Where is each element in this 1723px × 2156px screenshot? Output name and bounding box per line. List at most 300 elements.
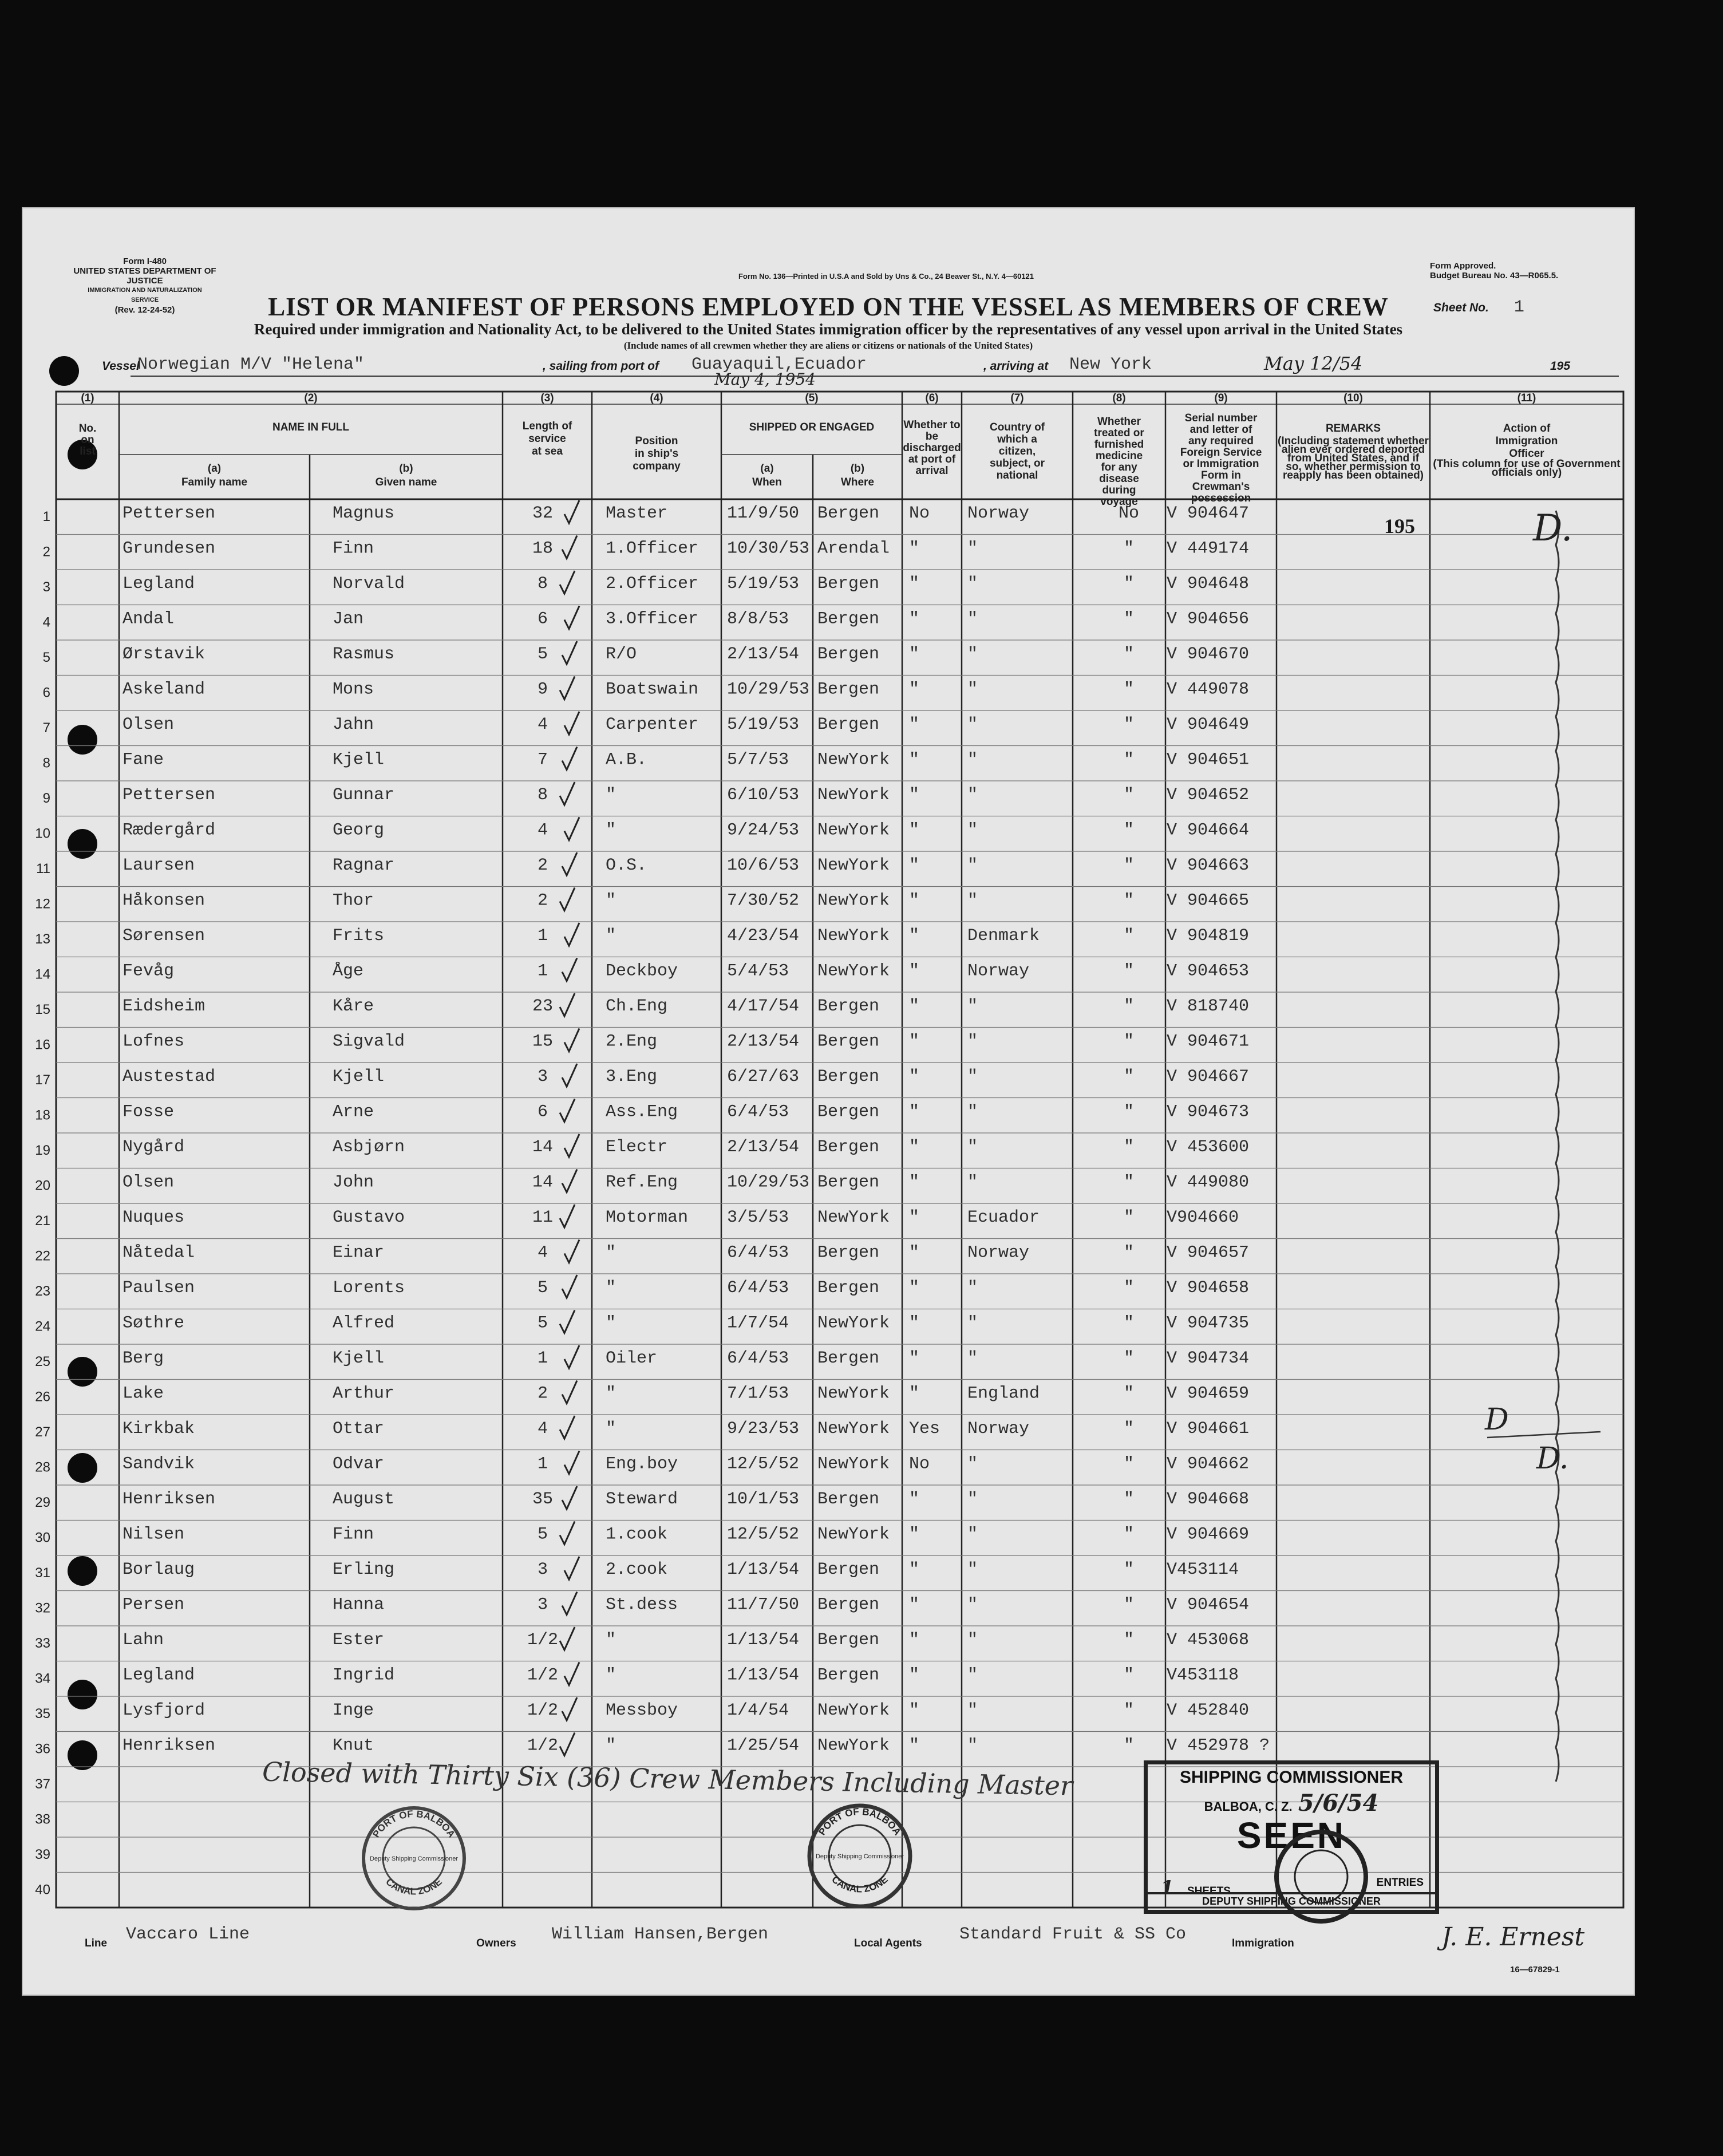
where-cell: Bergen [817,574,880,594]
svg-text:PORT OF BALBOA [816,1806,903,1837]
row-number: 31 [35,1565,50,1581]
when-cell: 1/13/54 [727,1630,800,1650]
serial-cell: V 904657 [1167,1243,1250,1263]
discharged-cell: " [909,1032,920,1052]
given-name-cell: Arne [333,1102,374,1122]
table-row [43,751,1249,771]
serial-cell: V 904649 [1167,715,1250,735]
given-name-cell: Ragnar [333,856,395,875]
country-cell: " [967,1138,978,1157]
service-cell: 2 [537,1384,548,1404]
given-name-cell: Frits [333,926,385,946]
family-name-cell: Berg [122,1349,164,1368]
check-mark [562,1592,577,1615]
discharged-cell: " [909,1278,920,1298]
year-label: 195 [1550,360,1571,373]
position-cell: " [606,1419,617,1439]
discharged-cell: " [909,645,920,664]
agents-label: Local Agents [854,1937,922,1949]
family-name-cell: Legland [122,574,195,594]
serial-cell: V 904670 [1167,645,1250,664]
position-cell: 2.Eng [606,1032,658,1052]
table-row [35,1067,1249,1088]
where-cell: NewYork [817,1419,890,1439]
where-cell: Bergen [817,1102,880,1122]
sheet-number: 1 [1513,298,1524,317]
row-number: 21 [35,1213,50,1229]
col-header-service: Length of service at sea [522,420,572,457]
treated-cell: " [1123,1736,1135,1756]
family-name-cell: Lofnes [122,1032,185,1052]
given-name-cell: Hanna [333,1595,385,1615]
col-header-discharged: Whether to be discharged at port of arrival [903,419,961,477]
discharged-cell: " [909,820,920,840]
when-cell: 7/30/52 [727,891,800,911]
given-name-cell: Gustavo [333,1208,405,1227]
form-code: 16—67829-1 [1510,1965,1560,1975]
check-mark [562,747,577,770]
port-stamp-mid-text: Deputy Shipping Commissioner [369,1855,459,1862]
when-cell: 6/4/53 [727,1278,789,1298]
when-cell: 6/4/53 [727,1102,789,1122]
when-cell: 4/17/54 [727,997,800,1016]
country-cell: Norway [967,1419,1030,1439]
family-name-cell: Olsen [122,1172,175,1192]
handwritten-marks [560,500,1601,1782]
treated-cell: " [1123,1384,1135,1404]
row-number: 35 [35,1706,50,1721]
family-name-cell: Askeland [122,680,206,700]
country-cell: Denmark [967,926,1040,946]
when-cell: 1/25/54 [727,1736,800,1756]
stamp-entries-label: ENTRIES [1376,1877,1424,1889]
position-cell: " [606,1384,617,1404]
check-mark [564,606,579,629]
position-cell: " [606,785,617,805]
when-cell: 3/5/53 [727,1208,789,1227]
where-cell: NewYork [817,1525,890,1545]
line-value: Vaccaro Line [126,1925,250,1944]
where-cell: NewYork [817,1208,890,1227]
where-cell: Bergen [817,1595,880,1615]
check-mark [562,1697,577,1720]
when-cell: 9/23/53 [727,1419,800,1439]
where-cell: NewYork [817,1736,890,1756]
serial-cell: V 453600 [1167,1138,1250,1157]
serial-cell: V 452978 ? [1167,1736,1270,1756]
country-cell: " [967,1172,978,1192]
row-number: 2 [42,544,50,560]
check-mark [564,923,579,946]
treated-cell: " [1123,1701,1135,1720]
where-cell: Bergen [817,1630,880,1650]
given-name-cell: Alfred [333,1313,395,1333]
discharged-cell: " [909,750,920,770]
treated-cell: No [1118,504,1140,523]
row-number: 32 [35,1600,50,1616]
where-cell: NewYork [817,785,890,805]
when-cell: 6/27/63 [727,1067,800,1087]
row-number: 12 [35,896,50,912]
given-name-cell: Inge [333,1701,374,1720]
col-header-where: (b) Where [840,463,875,488]
check-mark [560,1416,575,1439]
discharged-cell: " [909,891,920,911]
table-row [35,891,1249,912]
family-name-cell: Persen [122,1595,185,1615]
col-header-position: Position in ship's company [633,435,681,472]
row-number: 37 [35,1776,50,1792]
serial-cell: V 904734 [1167,1349,1250,1368]
when-cell: 5/4/53 [727,961,789,981]
serial-cell: V 904668 [1167,1490,1250,1509]
table-row [35,1208,1239,1229]
column-number: (5) [805,392,819,404]
check-mark [564,1134,579,1157]
given-name-cell: Lorents [333,1278,405,1298]
when-cell: 2/13/54 [727,1032,800,1052]
where-cell: Arendal [817,539,890,559]
treated-cell: " [1123,1067,1135,1087]
service-cell: 3 [537,1560,548,1580]
country-cell: Ecuador [967,1208,1040,1227]
country-cell: Norway [967,961,1030,981]
department-name: UNITED STATES DEPARTMENT OF JUSTICE [73,266,216,286]
treated-cell: " [1123,785,1135,805]
where-cell: Bergen [817,1067,880,1087]
position-cell: Master [606,504,668,523]
position-cell: Ref.Eng [606,1172,678,1192]
col-header-given-name: (b) Given name [375,463,437,488]
when-cell: 10/29/53 [727,1172,810,1192]
treated-cell: " [1123,1630,1135,1650]
family-name-cell: Fane [122,750,164,770]
position-cell: Carpenter [606,715,699,735]
country-cell: " [967,1595,978,1615]
where-cell: NewYork [817,820,890,840]
where-cell: Bergen [817,715,880,735]
where-cell: Bergen [817,1032,880,1052]
service-cell: 1 [537,1349,548,1368]
discharged-cell: " [909,997,920,1016]
column-number: (9) [1214,392,1228,404]
where-cell: NewYork [817,1701,890,1720]
discharged-cell: " [909,1313,920,1333]
service-cell: 1 [537,961,548,981]
column-number: (8) [1112,392,1126,404]
given-name-cell: Mons [333,680,374,700]
where-cell: NewYork [817,750,890,770]
position-cell: Steward [606,1490,678,1509]
serial-cell: V 904669 [1167,1525,1250,1545]
when-cell: 5/19/53 [727,715,800,735]
country-cell: " [967,1349,978,1368]
serial-cell: V 904648 [1167,574,1250,594]
port-stamp-top-text: PORT OF BALBOA [816,1806,903,1838]
immigration-signature: J. E. Ernest [1441,1922,1585,1952]
service-cell: 8 [537,785,548,805]
check-mark [564,1557,579,1580]
position-cell: Ch.Eng [606,997,668,1016]
given-name-cell: Finn [333,1525,374,1545]
col-header-action: Action of Immigration Officer [1495,422,1558,460]
given-name-cell: August [333,1490,395,1509]
country-cell: " [967,1490,978,1509]
check-mark [560,1205,575,1227]
family-name-cell: Nygård [122,1138,185,1157]
manifest-sheet [22,207,1635,1996]
table-row [35,1349,1249,1369]
table-row [35,1882,50,1898]
table-row [35,1243,1249,1264]
row-number: 22 [35,1248,50,1264]
treated-cell: " [1123,645,1135,664]
position-cell: Deckboy [606,961,678,981]
table-row [43,680,1249,701]
row-number: 13 [35,931,50,947]
given-name-cell: Magnus [333,504,395,523]
service-cell: 14 [532,1138,554,1157]
discharged-cell: " [909,785,920,805]
family-name-cell: Lysfjord [122,1701,206,1720]
crew-table [22,207,1635,1996]
vessel-name: Norwegian M/V "Helena" [137,355,365,374]
position-cell: 3.Eng [606,1067,658,1087]
serial-cell: V 449080 [1167,1172,1250,1192]
discharged-cell: " [909,680,920,700]
country-cell: " [967,1701,978,1720]
page-title: LIST OR MANIFEST OF PERSONS EMPLOYED ON THE VESSEL AS MEMBERS OF CREW [268,293,1389,321]
table-row [36,856,1249,876]
country-cell: " [967,785,978,805]
when-cell: 6/10/53 [727,785,800,805]
port-stamp-left [357,1801,471,1916]
treated-cell: " [1123,1454,1135,1474]
country-cell: " [967,1454,978,1474]
row-number: 4 [42,614,50,630]
when-cell: 12/5/52 [727,1525,800,1545]
discharged-cell: " [909,539,920,559]
position-cell: Oiler [606,1349,658,1368]
when-cell: 1/7/54 [727,1313,789,1333]
row-number: 39 [35,1847,50,1862]
given-name-cell: Asbjørn [333,1138,405,1157]
discharged-cell: " [909,1490,920,1509]
discharged-cell: " [909,715,920,735]
stamp-footer: DEPUTY SHIPPING COMMISSIONER [1148,1892,1435,1908]
where-cell: Bergen [817,1490,880,1509]
table-row [35,1736,1270,1757]
serial-cell: V 904819 [1167,926,1250,946]
given-name-cell: Jan [333,609,364,629]
table-row [43,715,1249,736]
service-cell: 1/2 [527,1630,559,1650]
check-mark [564,1029,579,1052]
position-cell: Motorman [606,1208,689,1227]
where-cell: Bergen [817,1349,880,1368]
family-name-cell: Håkonsen [122,891,206,911]
where-cell: Bergen [817,997,880,1016]
service-cell: 23 [532,997,554,1016]
table-row [35,1701,1249,1721]
check-mark [560,1627,575,1650]
serial-cell: V 449078 [1167,680,1250,700]
crew-note: (Include names of all crewmen whether they are aliens or citizens or nationals of the United States) [623,340,1033,351]
service-cell: 8 [537,574,548,594]
row-number: 36 [35,1741,50,1757]
treated-cell: " [1123,1665,1135,1685]
table-row [35,1490,1249,1510]
vessel-label: Vessel [102,360,140,373]
serial-cell: V 904653 [1167,961,1250,981]
given-name-cell: Ingrid [333,1665,395,1685]
where-cell: NewYork [817,891,890,911]
discharged-cell: " [909,961,920,981]
col-header-when: (a) When [752,463,782,488]
country-cell: " [967,750,978,770]
country-cell: " [967,1067,978,1087]
given-name-cell: Kjell [333,1349,385,1368]
given-name-cell: Sigvald [333,1032,405,1052]
country-cell: " [967,1630,978,1650]
table-row [35,1776,50,1792]
column-number: (2) [304,392,318,404]
family-name-cell: Lahn [122,1630,164,1650]
table-row [43,645,1249,665]
given-name-cell: Thor [333,891,374,911]
row-number: 40 [35,1882,50,1898]
owners-value: William Hansen,Bergen [552,1925,769,1944]
check-mark [562,1486,577,1509]
where-cell: NewYork [817,856,890,875]
service-cell: 4 [537,1243,548,1263]
stamp-title: SHIPPING COMMISSIONER [1179,1768,1404,1787]
treated-cell: " [1123,1419,1135,1439]
row-number: 15 [35,1002,50,1017]
col-header-treated: Whether treated or furnished medicine for any disease during voyage [1094,416,1144,508]
service-cell: 1/2 [527,1701,559,1720]
service-cell: 6 [537,1102,548,1122]
stamp-place: BALBOA, C. Z. [1204,1799,1293,1814]
service-cell: 6 [537,609,548,629]
check-mark [560,1522,575,1545]
stamp-date: 5/6/54 [1298,1790,1379,1817]
check-mark [564,712,579,735]
country-cell: " [967,1665,978,1685]
serial-cell: V453118 [1167,1665,1239,1685]
position-cell: 2.cook [606,1560,668,1580]
position-cell: Electr [606,1138,668,1157]
treated-cell: " [1123,1208,1135,1227]
row-number: 17 [35,1072,50,1088]
discharged-cell: " [909,609,920,629]
serial-cell: V904660 [1167,1208,1239,1227]
discharged-cell: " [909,1736,920,1756]
position-cell: " [606,1736,617,1756]
country-cell: Norway [967,504,1030,523]
table-row [35,1314,1249,1334]
serial-cell: V 904654 [1167,1595,1250,1615]
where-cell: NewYork [817,1454,890,1474]
service-cell: 2 [537,856,548,875]
country-cell: " [967,1313,978,1333]
family-name-cell: Andal [122,609,175,629]
when-cell: 6/4/53 [727,1349,789,1368]
family-name-cell: Olsen [122,715,175,735]
service-cell: 5 [537,1313,548,1333]
d-mark-middle: D [1485,1403,1509,1437]
table-row [35,1138,1249,1158]
service-cell: 35 [532,1490,554,1509]
service-cell: 1 [537,926,548,946]
serial-cell: V 818740 [1167,997,1250,1016]
treated-cell: " [1123,961,1135,981]
where-cell: Bergen [817,1243,880,1263]
port-stamp-top-text: PORT OF BALBOA [370,1808,457,1840]
treated-cell: " [1123,574,1135,594]
given-name-cell: Georg [333,820,385,840]
row-number: 30 [35,1530,50,1546]
col-header-country: Country of which a citizen, subject, or national [989,421,1045,481]
serial-cell: V 904656 [1167,609,1250,629]
check-mark [562,536,577,559]
discharged-cell: " [909,1525,920,1545]
serial-cell: V 904671 [1167,1032,1250,1052]
position-cell: " [606,1278,617,1298]
family-name-cell: Rædergård [122,820,216,840]
serial-cell: V 904652 [1167,785,1250,805]
form-revision: (Rev. 12-24-52) [114,305,175,315]
where-cell: Bergen [817,680,880,700]
position-cell: 2.Officer [606,574,699,594]
treated-cell: " [1123,539,1135,559]
when-cell: 12/5/52 [727,1454,800,1474]
serial-cell: V 904665 [1167,891,1250,911]
row-number: 19 [35,1143,50,1158]
where-cell: Bergen [817,1560,880,1580]
country-cell: " [967,680,978,700]
treated-cell: " [1123,891,1135,911]
treated-cell: " [1123,1032,1135,1052]
svg-text:CANAL ZONE [829,1874,890,1894]
treated-cell: " [1123,1172,1135,1192]
form-approved: Form Approved. [1430,261,1496,271]
serial-cell: V 904735 [1167,1313,1250,1333]
svg-text:PORT OF BALBOA [370,1808,457,1839]
given-name-cell: Odvar [333,1454,385,1474]
column-number: (11) [1517,392,1536,404]
treated-cell: " [1123,1560,1135,1580]
treated-cell: " [1123,1595,1135,1615]
row-number: 18 [35,1107,50,1123]
table-row [35,1278,1249,1299]
page-subtitle: Required under immigration and Nationality Act, to be delivered to the United States immigration officer by the representatives of any vessel upon arrival in the United States [254,321,1403,338]
table-row [35,1812,50,1827]
where-cell: NewYork [817,1313,890,1333]
given-name-cell: Knut [333,1736,374,1756]
agents-value: Standard Fruit & SS Co [959,1925,1187,1944]
country-cell: " [967,645,978,664]
col-header-remarks: REMARKS [1325,422,1381,435]
check-mark [562,1064,577,1087]
check-mark [564,1663,579,1685]
when-cell: 1/13/54 [727,1560,800,1580]
position-cell: St.dess [606,1595,678,1615]
serial-cell: V 904647 [1167,504,1250,523]
check-mark [560,782,575,805]
given-name-cell: Einar [333,1243,385,1263]
position-cell: Eng.boy [606,1454,678,1474]
